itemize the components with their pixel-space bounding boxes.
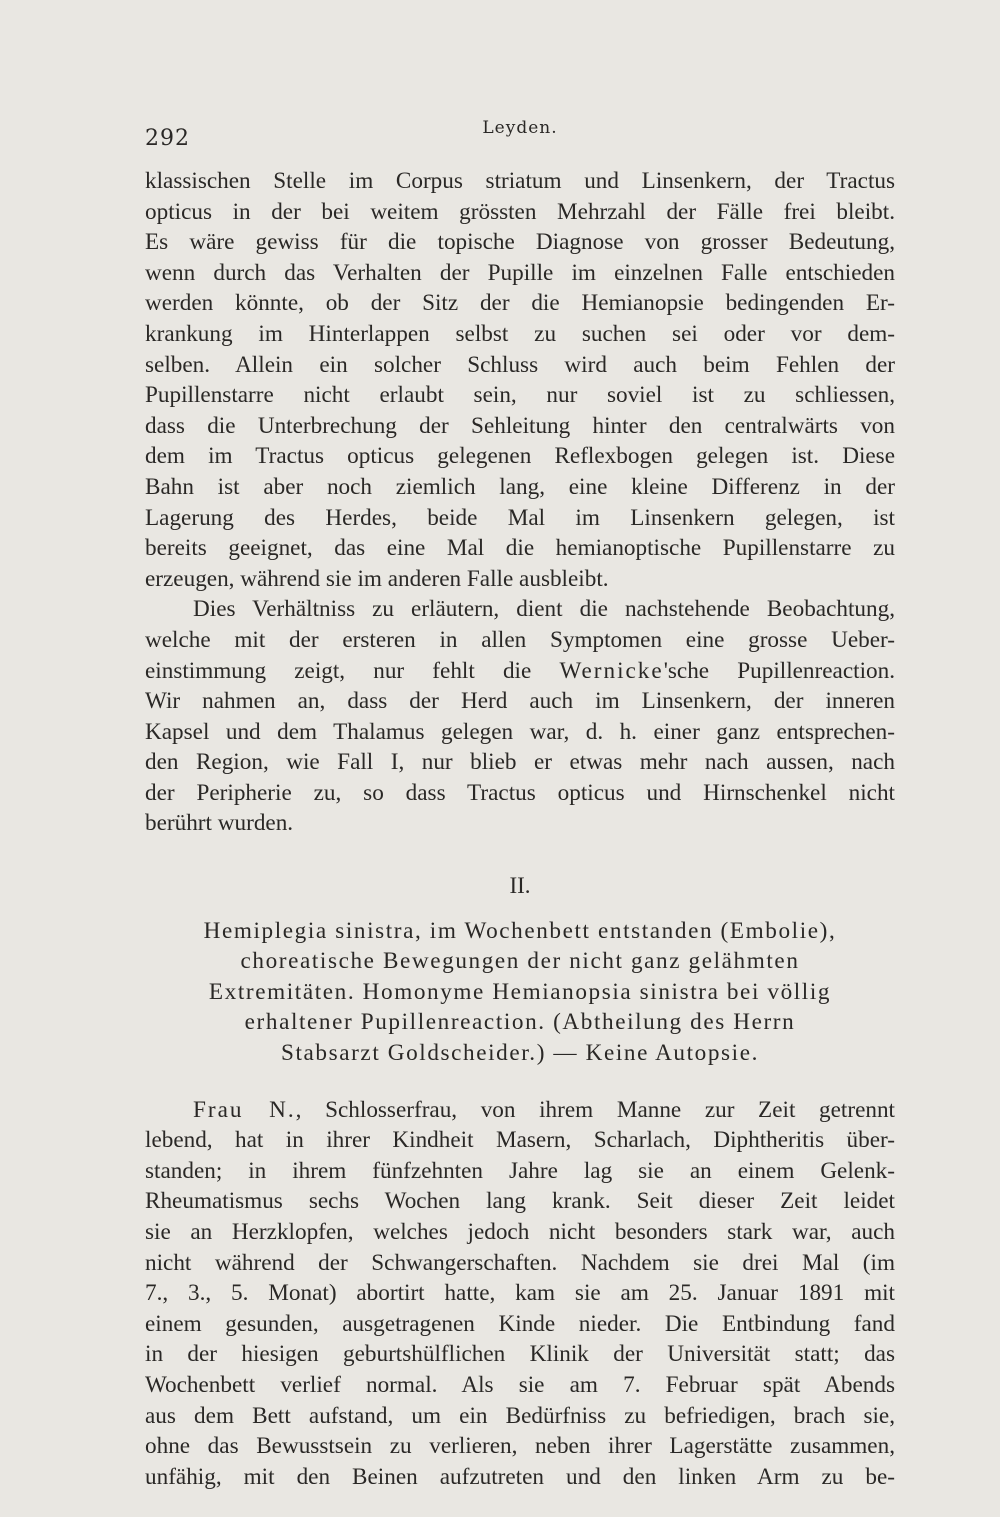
text-line: dass die Unterbrechung der Sehleitung hinter den centralwärts von: [145, 412, 895, 439]
text-fragment: 'sche Pupillenreaction.: [663, 657, 895, 684]
text-line: opticus in der bei weitem grössten Mehrzahl der Fälle frei bleibt.: [145, 198, 895, 225]
case-title-line: erhaltener Pupillenreaction. (Abtheilung des Herrn: [244, 1009, 796, 1036]
text-line: standen; in ihrem fünfzehnten Jahre lag sie an einem Gelenk-: [145, 1157, 895, 1184]
text-line: Pupillenstarre nicht erlaubt sein, nur soviel ist zu schliessen,: [145, 382, 895, 409]
page-body: [145, 166, 895, 1492]
text-line: Wir nahmen an, dass der Herd auch im Linsenkern, der inneren: [145, 688, 895, 715]
text-line: [145, 1095, 895, 1126]
text-line: aus dem Bett aufstand, um ein Bedürfniss zu befriedigen, brach sie,: [145, 1402, 895, 1429]
case-title-line: Stabsarzt Goldscheider.) — Keine Autopsie.: [280, 1040, 760, 1067]
case-title-line: choreatische Bewegungen der nicht ganz gelähmten: [240, 948, 800, 975]
text-line: werden könnte, ob der Sitz der die Hemianopsie bedingenden Er-: [145, 290, 895, 317]
text-line: der Peripherie zu, so dass Tractus opticus und Hirnschenkel nicht: [145, 779, 895, 806]
text-line: 7., 3., 5. Monat) abortirt hatte, kam sie am 25. Januar 1891 mit: [145, 1280, 895, 1307]
text-line: selben. Allein ein solcher Schluss wird auch beim Fehlen der: [145, 351, 895, 378]
text-line: einem gesunden, ausgetragenen Kinde nieder. Die Entbindung fand: [145, 1310, 895, 1337]
text-fragment: , Schlosserfrau, von ihrem Manne zur Zeit getrennt: [295, 1096, 895, 1123]
text-line: Rheumatismus sechs Wochen lang krank. Seit dieser Zeit leidet: [145, 1188, 895, 1215]
text-line: Bahn ist aber noch ziemlich lang, eine kleine Differenz in der: [145, 473, 895, 500]
text-line: in der hiesigen geburtshülflichen Klinik der Universität statt; das: [145, 1341, 895, 1368]
case-title: [145, 916, 895, 1069]
text-line: Wochenbett verlief normal. Als sie am 7. Februar spät Abends: [145, 1371, 895, 1398]
text-fragment: einstimmung zeigt, nur fehlt die: [145, 657, 560, 684]
section-number: II.: [509, 873, 531, 899]
text-line: lebend, hat in ihrer Kindheit Masern, Scharlach, Diphtheritis über-: [145, 1127, 895, 1154]
text-line: unfähig, mit den Beinen aufzutreten und den linken Arm zu be-: [145, 1463, 895, 1490]
text-line: bereits geeignet, das eine Mal die hemianoptische Pupillenstarre zu: [145, 535, 895, 562]
case-paragraph: [145, 1095, 895, 1493]
text-line: dem im Tractus opticus gelegenen Reflexbogen gelegen ist. Diese: [145, 443, 895, 470]
text-line: berührt wurden.: [145, 810, 294, 837]
author-name-wernicke: Wernicke: [559, 657, 664, 684]
text-line: wenn durch das Verhalten der Pupille im einzelnen Falle entschieden: [145, 259, 895, 286]
text-line: Lagerung des Herdes, beide Mal im Linsenkern gelegen, ist: [145, 504, 895, 531]
page-number: 292: [145, 126, 190, 151]
text-line: krankung im Hinterlappen selbst zu suchen sei oder vor dem-: [145, 320, 895, 347]
paragraph-1: [145, 166, 895, 594]
text-line: [145, 656, 895, 687]
text-line: sie an Herzklopfen, welches jedoch nicht besonders stark war, auch: [145, 1219, 895, 1245]
patient-name: Frau N.: [193, 1096, 296, 1123]
text-line: Kapsel und dem Thalamus gelegen war, d. h. einer ganz entsprechen-: [145, 718, 895, 745]
case-title-line: Extremitäten. Homonyme Hemianopsia sinistra bei völlig: [208, 978, 832, 1005]
page-header: [145, 112, 895, 152]
text-line: klassischen Stelle im Corpus striatum und Linsenkern, der Tractus: [145, 168, 895, 194]
case-title-line: Hemiplegia sinistra, im Wochenbett entstanden (Embolie),: [203, 917, 837, 944]
text-line: ohne das Bewusstsein zu verlieren, neben ihrer Lagerstätte zusammen,: [145, 1433, 895, 1460]
paragraph-2: [145, 594, 895, 839]
text-line: welche mit der ersteren in allen Symptomen eine grosse Ueber-: [145, 626, 895, 653]
text-line: Es wäre gewiss für die topische Diagnose von grosser Bedeutung,: [145, 229, 895, 256]
text-line: den Region, wie Fall I, nur blieb er etwas mehr nach aussen, nach: [145, 749, 895, 776]
text-line: Dies Verhältniss zu erläutern, dient die nachstehende Beobachtung,: [193, 596, 895, 623]
text-line: nicht während der Schwangerschaften. Nachdem sie drei Mal (im: [145, 1249, 895, 1276]
text-line: erzeugen, während sie im anderen Falle ausbleibt.: [145, 565, 609, 592]
running-head: Leyden.: [482, 118, 558, 138]
